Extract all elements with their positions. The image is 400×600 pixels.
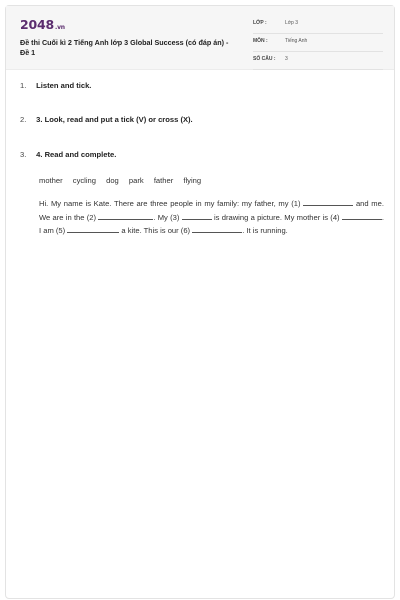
word-bank-item: flying [183, 176, 202, 185]
reading-passage [39, 197, 384, 238]
question-3 [20, 150, 116, 159]
question-number: 2. [20, 115, 27, 124]
exam-header [6, 6, 394, 70]
word-bank-item: cycling [72, 176, 96, 185]
question-number: 3. [20, 150, 27, 159]
blank-2[interactable] [98, 211, 153, 220]
question-text: 4. Read and complete. [36, 150, 117, 159]
question-2 [20, 115, 193, 124]
passage-text: . I am (5) [39, 212, 384, 235]
meta-row-count [253, 54, 383, 70]
passage-text: a kite. This is our (6) [121, 226, 191, 235]
blank-6[interactable] [192, 224, 242, 233]
word-bank-item: mother [39, 176, 63, 185]
blank-4[interactable] [342, 211, 382, 220]
logo-suffix: .vn [55, 24, 65, 31]
meta-key-class: LỚP : [253, 20, 267, 26]
passage-text: and me. We are in the (2) [39, 199, 384, 222]
site-logo[interactable] [20, 17, 65, 32]
meta-value-class: Lớp 3 [285, 20, 299, 26]
meta-row-class [253, 18, 383, 34]
logo-text: 2048 [20, 17, 54, 32]
blank-3[interactable] [182, 211, 212, 220]
passage-text: is drawing a picture. My mother is (4) [213, 212, 340, 222]
word-bank-item: father [153, 176, 174, 185]
meta-key-subject: MÔN : [253, 38, 268, 44]
word-bank [39, 176, 209, 185]
question-number: 1. [20, 81, 27, 90]
exam-sheet [5, 5, 395, 599]
question-text: 3. Look, read and put a tick (V) or cross (X). [36, 115, 193, 124]
question-1 [20, 81, 91, 90]
meta-value-count: 3 [285, 56, 288, 62]
meta-value-subject: Tiếng Anh [285, 38, 308, 44]
question-text: Listen and tick. [36, 81, 92, 90]
meta-row-subject [253, 36, 383, 52]
passage-text: . It is running. [242, 226, 288, 235]
exam-meta [253, 18, 383, 72]
word-bank-item: dog [106, 176, 119, 185]
exam-title: Đề thi Cuối kì 2 Tiếng Anh lớp 3 Global Success (có đáp án) - Đề 1 [20, 38, 229, 57]
blank-1[interactable] [303, 197, 353, 206]
passage-text: . My (3) [153, 212, 180, 222]
passage-text: Hi. My name is Kate. There are three people in my family: my father, my (1) [39, 199, 301, 208]
word-bank-item: park [128, 176, 144, 185]
blank-5[interactable] [67, 224, 119, 233]
meta-key-count: SỐ CÂU : [253, 56, 276, 62]
